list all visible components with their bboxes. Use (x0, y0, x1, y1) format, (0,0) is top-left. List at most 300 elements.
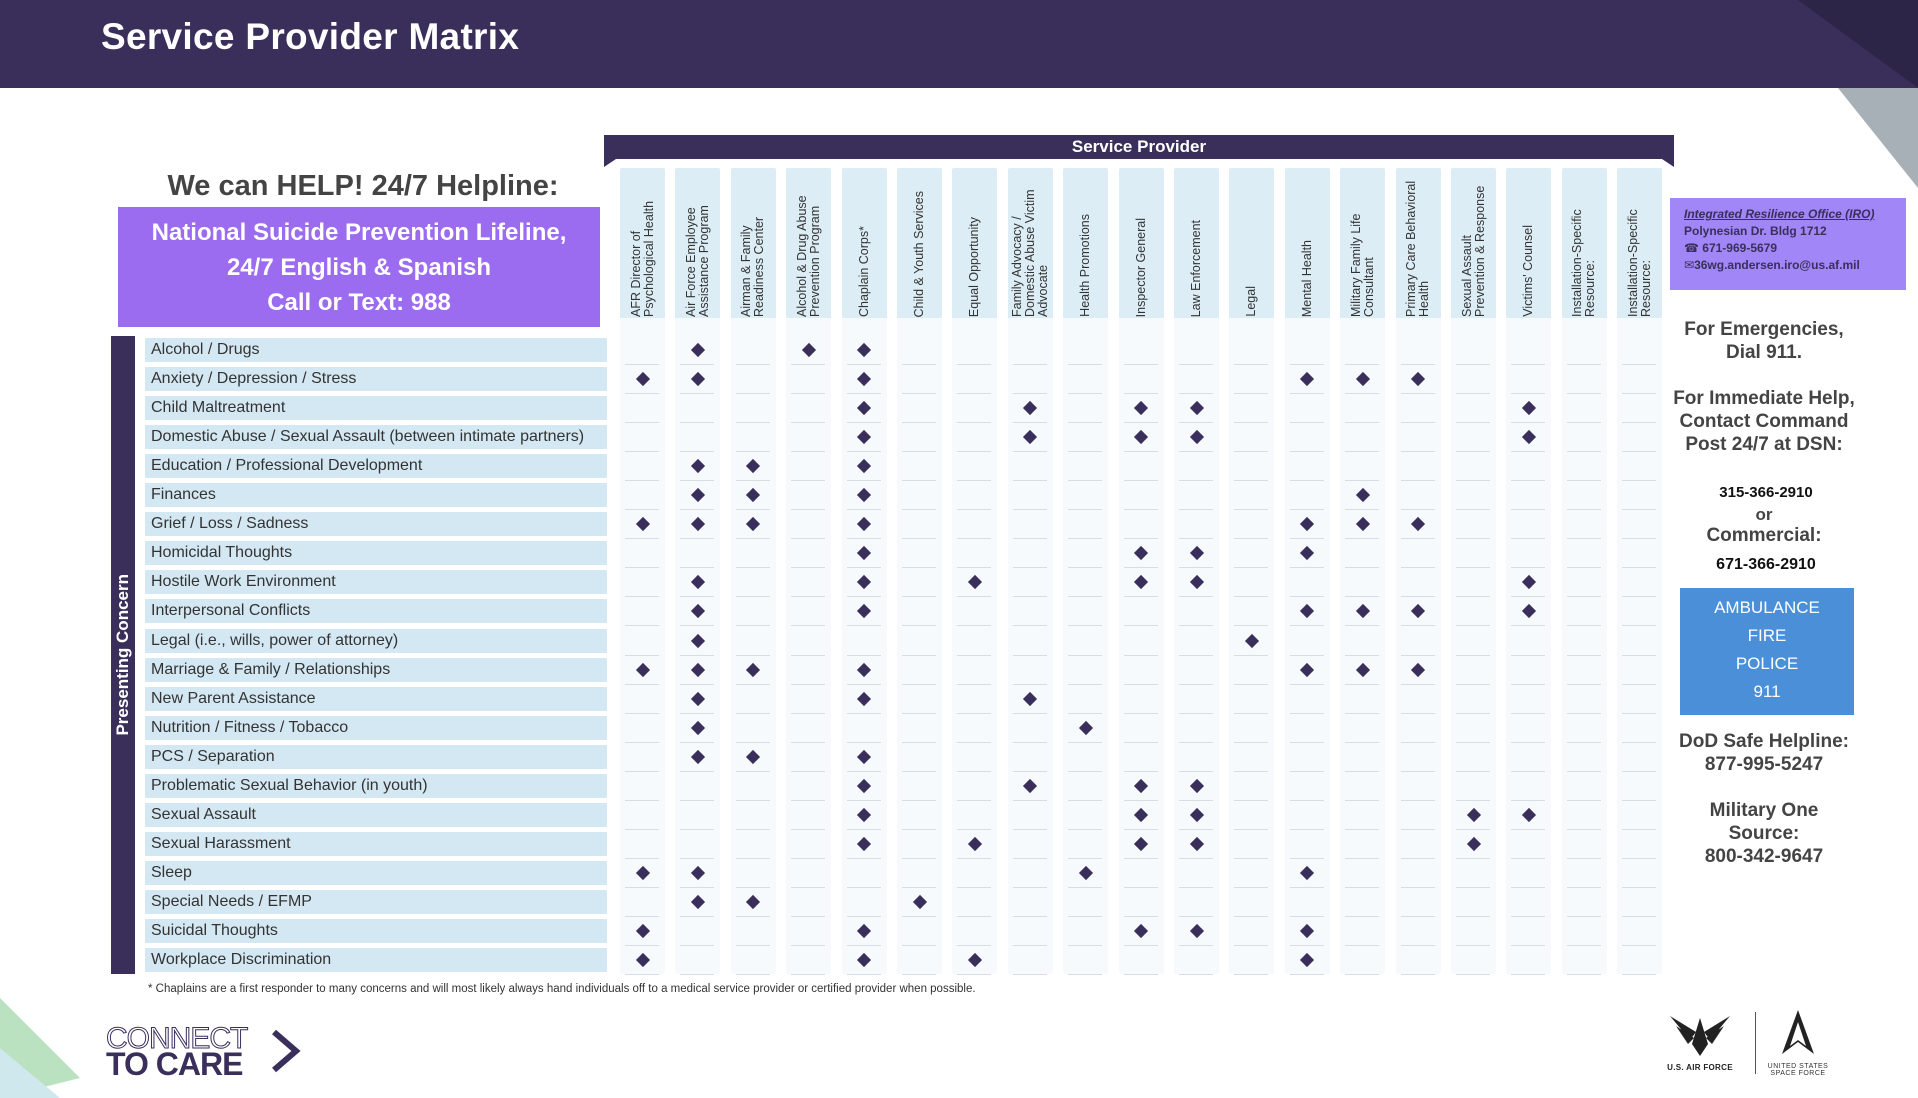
cell-divider (791, 596, 825, 597)
cell-divider (1567, 887, 1601, 888)
cell-divider (1456, 596, 1490, 597)
cell-divider (1401, 858, 1435, 859)
concern-row-label: Child Maltreatment (145, 396, 607, 420)
cell-divider (1622, 422, 1656, 423)
cell-divider (736, 916, 770, 917)
cell-divider (1511, 916, 1545, 917)
cell-divider (791, 713, 825, 714)
cell-divider (1345, 538, 1379, 539)
cell-divider (1345, 916, 1379, 917)
cell-divider (902, 858, 936, 859)
cell-divider (1511, 887, 1545, 888)
cell-divider (847, 655, 881, 656)
cell-divider (791, 422, 825, 423)
iro-phone-row (1684, 240, 1892, 257)
concern-row-label: Nutrition / Fitness / Tobacco (145, 716, 607, 740)
cell-divider (1013, 829, 1047, 830)
cell-divider (1345, 655, 1379, 656)
cell-divider (625, 655, 659, 656)
cell-divider (1290, 742, 1324, 743)
cell-divider (1456, 742, 1490, 743)
concern-row-label: Anxiety / Depression / Stress (145, 367, 607, 391)
cell-divider (1511, 509, 1545, 510)
cell-divider (1124, 684, 1158, 685)
cell-divider (1401, 800, 1435, 801)
cell-divider (1234, 771, 1268, 772)
service-911: 911 (1753, 682, 1781, 701)
cell-divider (957, 451, 991, 452)
cell-divider (736, 480, 770, 481)
cell-divider (1345, 596, 1379, 597)
cell-divider (625, 393, 659, 394)
lifeline-box (118, 207, 600, 327)
cell-divider (1124, 364, 1158, 365)
cell-divider (1234, 684, 1268, 685)
concern-row-label: Domestic Abuse / Sexual Assault (between intimate partners) (145, 425, 607, 449)
cell-divider (1290, 567, 1324, 568)
cell-divider (1068, 364, 1102, 365)
cell-divider (625, 596, 659, 597)
cell-divider (1179, 422, 1213, 423)
corner-triangle-decoration (0, 978, 80, 1098)
cell-divider (791, 742, 825, 743)
cell-divider (1511, 684, 1545, 685)
cell-divider (847, 364, 881, 365)
cell-divider (1290, 684, 1324, 685)
cell-divider (1622, 800, 1656, 801)
cell-divider (1456, 655, 1490, 656)
cell-divider (1345, 800, 1379, 801)
cell-divider (957, 538, 991, 539)
cell-divider (1290, 625, 1324, 626)
cell-divider (736, 596, 770, 597)
cell-divider (680, 887, 714, 888)
cell-divider (736, 538, 770, 539)
cell-divider (1179, 393, 1213, 394)
cell-divider (791, 684, 825, 685)
cell-divider (1124, 916, 1158, 917)
cell-divider (1290, 945, 1324, 946)
cell-divider (1013, 713, 1047, 714)
cell-divider (1511, 393, 1545, 394)
concern-row-label: Suicidal Thoughts (145, 919, 607, 943)
cell-divider (957, 916, 991, 917)
cell-divider (625, 538, 659, 539)
cell-divider (1622, 596, 1656, 597)
cell-divider (1234, 858, 1268, 859)
cell-divider (1401, 742, 1435, 743)
cell-divider (736, 887, 770, 888)
cell-divider (1068, 974, 1102, 975)
iro-box (1670, 198, 1906, 290)
cell-divider (736, 509, 770, 510)
cell-divider (1622, 974, 1656, 975)
cell-divider (1567, 422, 1601, 423)
cell-divider (1345, 509, 1379, 510)
cell-divider (1124, 713, 1158, 714)
cell-divider (1234, 422, 1268, 423)
cell-divider (1345, 858, 1379, 859)
provider-header-label: Alcohol & Drug Abuse Prevention Program (794, 195, 822, 317)
cell-divider (1456, 684, 1490, 685)
cell-divider (1234, 625, 1268, 626)
cell-divider (1456, 829, 1490, 830)
cell-divider (957, 393, 991, 394)
military-one-source-number: 800-342-9647 (1704, 846, 1824, 867)
cell-divider (1290, 858, 1324, 859)
cell-divider (847, 509, 881, 510)
cell-divider (847, 451, 881, 452)
service-provider-heading: Service Provider (604, 135, 1674, 159)
cell-divider (1456, 713, 1490, 714)
provider-header-label: Law Enforcement (1189, 219, 1203, 317)
provider-header-label: Air Force Employee Assistance Program (683, 205, 711, 317)
cell-divider (1511, 596, 1545, 597)
iro-title[interactable]: Integrated Resilience Office (IRO) (1684, 207, 1875, 221)
cell-divider (902, 393, 936, 394)
cell-divider (1456, 451, 1490, 452)
cell-divider (680, 945, 714, 946)
cell-divider (1511, 858, 1545, 859)
cell-divider (1068, 451, 1102, 452)
cell-divider (847, 567, 881, 568)
cell-divider (1456, 945, 1490, 946)
cell-divider (847, 625, 881, 626)
cell-divider (1234, 480, 1268, 481)
cell-divider (1068, 713, 1102, 714)
cell-divider (1124, 858, 1158, 859)
cell-divider (1290, 713, 1324, 714)
cell-divider (1622, 742, 1656, 743)
cell-divider (1567, 596, 1601, 597)
cell-divider (1622, 713, 1656, 714)
cell-divider (1068, 800, 1102, 801)
cell-divider (902, 800, 936, 801)
cell-divider (847, 800, 881, 801)
cell-divider (1124, 451, 1158, 452)
cell-divider (1124, 509, 1158, 510)
cell-divider (625, 684, 659, 685)
cell-divider (1511, 480, 1545, 481)
cell-divider (680, 567, 714, 568)
cell-divider (1622, 451, 1656, 452)
cell-divider (1013, 509, 1047, 510)
concern-row-label: Special Needs / EFMP (145, 890, 607, 914)
helpline-title: We can HELP! 24/7 Helpline: (167, 170, 559, 202)
service-police: POLICE (1735, 654, 1799, 673)
cell-divider (1511, 974, 1545, 975)
cell-divider (736, 945, 770, 946)
cell-divider (625, 974, 659, 975)
cell-divider (1179, 625, 1213, 626)
provider-header-label: Mental Health (1299, 239, 1314, 317)
cell-divider (680, 858, 714, 859)
cell-divider (1567, 974, 1601, 975)
cell-divider (1124, 393, 1158, 394)
cell-divider (847, 538, 881, 539)
cell-divider (1179, 509, 1213, 510)
cell-divider (957, 829, 991, 830)
cell-divider (1234, 655, 1268, 656)
cell-divider (1013, 974, 1047, 975)
cell-divider (1013, 480, 1047, 481)
provider-header-label: Sexual Assault Prevention & Response (1459, 185, 1487, 317)
cell-divider (1179, 974, 1213, 975)
cell-divider (957, 625, 991, 626)
cell-divider (1401, 771, 1435, 772)
cell-divider (736, 625, 770, 626)
provider-header-label: AFR Director of Psychological Health (628, 200, 656, 317)
cell-divider (1401, 887, 1435, 888)
cell-divider (1068, 858, 1102, 859)
cell-divider (736, 771, 770, 772)
cell-divider (1179, 887, 1213, 888)
cell-divider (1511, 567, 1545, 568)
provider-header-label: Legal (1244, 286, 1259, 317)
cell-divider (736, 713, 770, 714)
cell-divider (1401, 567, 1435, 568)
cell-divider (1345, 684, 1379, 685)
concern-row-label: PCS / Separation (145, 745, 607, 769)
cell-divider (1622, 945, 1656, 946)
cell-divider (1234, 393, 1268, 394)
cell-divider (957, 800, 991, 801)
cell-divider (902, 567, 936, 568)
cell-divider (1013, 684, 1047, 685)
cell-divider (957, 945, 991, 946)
cell-divider (1511, 800, 1545, 801)
concern-row-label: Sexual Harassment (145, 832, 607, 856)
cell-divider (1456, 974, 1490, 975)
cell-divider (625, 771, 659, 772)
space-force-logo (1766, 1010, 1830, 1076)
cell-divider (902, 974, 936, 975)
cell-divider (1124, 974, 1158, 975)
cell-divider (625, 800, 659, 801)
provider-header (1396, 172, 1441, 317)
cell-divider (1511, 538, 1545, 539)
cell-divider (625, 945, 659, 946)
cell-divider (1013, 800, 1047, 801)
cell-divider (1234, 596, 1268, 597)
cell-divider (1456, 625, 1490, 626)
cell-divider (902, 451, 936, 452)
cell-divider (1567, 480, 1601, 481)
cell-divider (1345, 713, 1379, 714)
military-one-source-label: Military One Source: (1709, 800, 1819, 844)
concern-row-label: Sleep (145, 861, 607, 885)
cell-divider (1401, 538, 1435, 539)
cell-divider (1622, 655, 1656, 656)
cell-divider (1124, 567, 1158, 568)
cell-divider (680, 829, 714, 830)
cell-divider (1567, 393, 1601, 394)
cell-divider (1567, 945, 1601, 946)
cell-divider (1290, 480, 1324, 481)
cell-divider (1456, 422, 1490, 423)
cell-divider (791, 945, 825, 946)
cell-divider (1345, 887, 1379, 888)
cell-divider (957, 596, 991, 597)
cell-divider (1013, 858, 1047, 859)
cell-divider (1124, 655, 1158, 656)
cell-divider (680, 393, 714, 394)
cell-divider (1234, 887, 1268, 888)
provider-header-label: Installation-Specific Resource: (1625, 209, 1653, 317)
cell-divider (1456, 858, 1490, 859)
cell-divider (680, 538, 714, 539)
cell-divider (1124, 887, 1158, 888)
cell-divider (1234, 742, 1268, 743)
cell-divider (1456, 364, 1490, 365)
cell-divider (1124, 800, 1158, 801)
chevron-right-icon (266, 1028, 306, 1074)
cell-divider (1401, 625, 1435, 626)
cell-divider (1401, 713, 1435, 714)
provider-header (1340, 172, 1385, 317)
cell-divider (625, 364, 659, 365)
concern-row-label: Finances (145, 483, 607, 507)
cell-divider (847, 684, 881, 685)
cell-divider (1567, 858, 1601, 859)
cell-divider (957, 742, 991, 743)
cell-divider (957, 858, 991, 859)
cell-divider (791, 974, 825, 975)
cell-divider (1179, 480, 1213, 481)
provider-header (620, 172, 665, 317)
or-text: or (1755, 505, 1773, 524)
cell-divider (1290, 451, 1324, 452)
cell-divider (1622, 364, 1656, 365)
cell-divider (625, 916, 659, 917)
cell-divider (1179, 567, 1213, 568)
provider-header (952, 172, 997, 317)
provider-header (1174, 172, 1219, 317)
connect-to-care-logo (104, 1022, 304, 1082)
cell-divider (1345, 364, 1379, 365)
lifeline-line-2: 24/7 English & Spanish (226, 254, 492, 281)
iro-email[interactable]: 36wg.andersen.iro@us.af.mil (1694, 258, 1860, 272)
cell-divider (1622, 538, 1656, 539)
cell-divider (902, 509, 936, 510)
cell-divider (1179, 364, 1213, 365)
cell-divider (1013, 364, 1047, 365)
cell-divider (625, 858, 659, 859)
cell-divider (957, 509, 991, 510)
provider-header-label: Equal Opportunity (967, 216, 982, 317)
cell-divider (1179, 829, 1213, 830)
cell-divider (1401, 945, 1435, 946)
concern-row-label: Marriage & Family / Relationships (145, 658, 607, 682)
dod-helpline-label: DoD Safe Helpline: (1679, 731, 1849, 752)
cell-divider (902, 596, 936, 597)
provider-header-label: Victims' Counsel (1521, 225, 1536, 317)
cell-divider (680, 364, 714, 365)
cell-divider (791, 887, 825, 888)
cell-divider (791, 858, 825, 859)
cell-divider (1013, 538, 1047, 539)
cell-divider (625, 713, 659, 714)
cell-divider (1511, 945, 1545, 946)
provider-header (1617, 172, 1662, 317)
cell-divider (680, 771, 714, 772)
cell-divider (1345, 567, 1379, 568)
cell-divider (1124, 829, 1158, 830)
provider-header (1229, 172, 1274, 317)
concern-row-label: Hostile Work Environment (145, 570, 607, 594)
cell-divider (1068, 742, 1102, 743)
provider-header-label: Inspector General (1133, 217, 1148, 317)
cell-divider (791, 800, 825, 801)
cell-divider (1511, 655, 1545, 656)
concern-row-label: Interpersonal Conflicts (145, 599, 607, 623)
cell-divider (1401, 422, 1435, 423)
cell-divider (1234, 916, 1268, 917)
logo-divider (1755, 1012, 1756, 1074)
cell-divider (1234, 538, 1268, 539)
mail-icon: ✉ (1684, 258, 1695, 272)
cell-divider (1068, 480, 1102, 481)
cell-divider (625, 887, 659, 888)
provider-header (1063, 172, 1108, 317)
cell-divider (1456, 509, 1490, 510)
cell-divider (847, 974, 881, 975)
cell-divider (1234, 567, 1268, 568)
concern-row-label: Sexual Assault (145, 803, 607, 827)
cell-divider (680, 742, 714, 743)
provider-header (1008, 172, 1053, 317)
provider-header-label: Child & Youth Services (912, 190, 926, 317)
cell-divider (1511, 713, 1545, 714)
cell-divider (847, 480, 881, 481)
cell-divider (791, 567, 825, 568)
provider-header (786, 172, 831, 317)
cell-divider (957, 480, 991, 481)
cell-divider (791, 625, 825, 626)
concern-row-label: Grief / Loss / Sadness (145, 512, 607, 536)
provider-header-label: Family Advocacy / Domestic Abuse Victim Advocate (1009, 189, 1050, 317)
provider-header-label: Primary Care Behavioral Health (1404, 180, 1432, 317)
cell-divider (902, 742, 936, 743)
cell-divider (1345, 829, 1379, 830)
cell-divider (680, 451, 714, 452)
cell-divider (1013, 451, 1047, 452)
provider-header-label: Military Family Life Consultant (1348, 213, 1376, 317)
cell-divider (1511, 625, 1545, 626)
cell-divider (1179, 771, 1213, 772)
cell-divider (902, 916, 936, 917)
cell-divider (902, 480, 936, 481)
cell-divider (1567, 509, 1601, 510)
logo-text-connect: CONNECT (106, 1022, 248, 1055)
cell-divider (1013, 596, 1047, 597)
provider-header (675, 172, 720, 317)
service-ambulance: AMBULANCE (1714, 598, 1820, 617)
air-force-logo (1660, 1010, 1740, 1075)
cell-divider (736, 684, 770, 685)
provider-header (1119, 172, 1164, 317)
cell-divider (1179, 800, 1213, 801)
cell-divider (625, 567, 659, 568)
cell-divider (902, 422, 936, 423)
cell-divider (1622, 393, 1656, 394)
cell-divider (1401, 509, 1435, 510)
cell-divider (847, 422, 881, 423)
cell-divider (1068, 567, 1102, 568)
cell-divider (1290, 916, 1324, 917)
cell-divider (791, 771, 825, 772)
cell-divider (1567, 829, 1601, 830)
